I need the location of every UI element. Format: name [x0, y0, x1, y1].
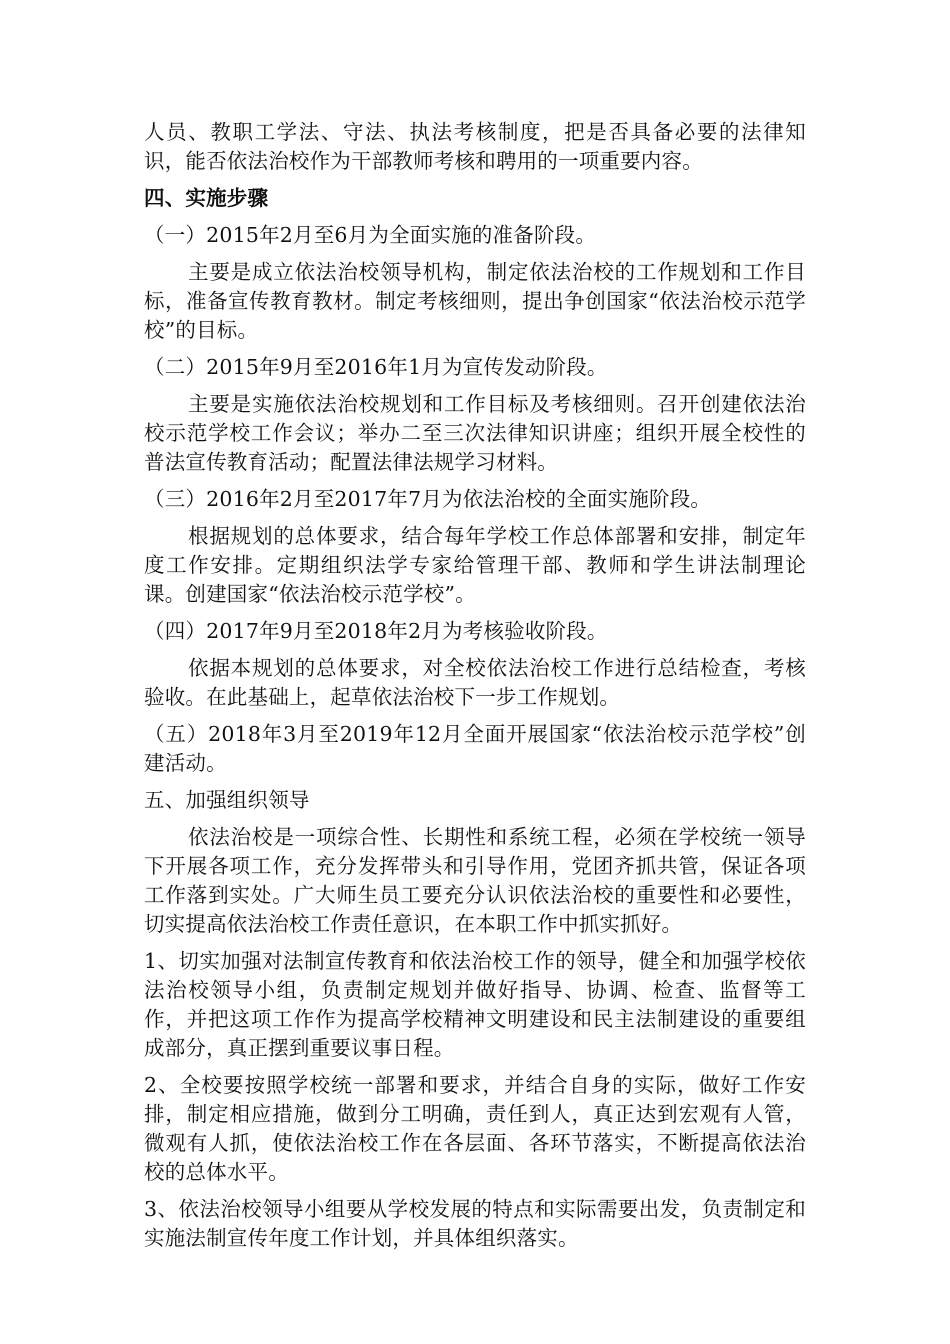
- list-item-3: 3、依法治校领导小组要从学校发展的特点和实际需要出发，负责制定和实施法制宣传年度工作计划，并具体组织落实。: [144, 1197, 806, 1250]
- step-2-title: （二）2015年9月至2016年1月为宣传发动阶段。: [144, 355, 608, 379]
- step-4-body: 依据本规划的总体要求，对全校依法治校工作进行总结检查，考核验收。在此基础上，起草依法治校下一步工作规划。: [144, 656, 806, 709]
- step-1-body: 主要是成立依法治校领导机构，制定依法治校的工作规划和工作目标，准备宣传教育教材。制定考核细则，提出争创国家“依法治校示范学校”的目标。: [144, 260, 806, 342]
- step-2-body: 主要是实施依法治校规划和工作目标及考核细则。召开创建依法治校示范学校工作会议；举办二至三次法律知识讲座；组织开展全校性的普法宣传教育活动；配置法律法规学习材料。: [144, 392, 806, 474]
- section-4-heading: 四、实施步骤: [144, 186, 269, 210]
- continued-paragraph: 人员、教职工学法、守法、执法考核制度，把是否具备必要的法律知识，能否依法治校作为干部教师考核和聘用的一项重要内容。: [144, 120, 806, 173]
- list-item-1: 1、切实加强对法制宣传教育和依法治校工作的领导，健全和加强学校依法治校领导小组，负责制定规划并做好指导、协调、检查、监督等工作，并把这项工作作为提高学校精神文明建设和民主法制建设的重要组成部分，真正摆到重要议事日程。: [144, 949, 806, 1060]
- step-1-title: （一）2015年2月至6月为全面实施的准备阶段。: [144, 223, 597, 247]
- section-5-heading: 五、加强组织领导: [144, 788, 310, 812]
- document-body: [144, 118, 806, 1261]
- step-3-title: （三）2016年2月至2017年7月为依法治校的全面实施阶段。: [144, 487, 712, 511]
- section-5-body: 依法治校是一项综合性、长期性和系统工程，必须在学校统一领导下开展各项工作，充分发挥带头和引导作用，党团齐抓共管，保证各项工作落到实处。广大师生员工要充分认识依法治校的重要性和必要性，切实提高依法治校工作责任意识，在本职工作中抓实抓好。: [144, 825, 806, 936]
- step-3-body: 根据规划的总体要求，结合每年学校工作总体部署和安排，制定年度工作安排。定期组织法学专家给管理干部、教师和学生讲法制理论课。创建国家“依法治校示范学校”。: [144, 524, 806, 606]
- list-item-2: 2、全校要按照学校统一部署和要求，并结合自身的实际，做好工作安排，制定相应措施，做到分工明确，责任到人，真正达到宏观有人管，微观有人抓，使依法治校工作在各层面、各环节落实，不断提高依法治校的总体水平。: [144, 1073, 806, 1184]
- step-5-title: （五）2018年3月至2019年12月全面开展国家“依法治校示范学校”创建活动。: [144, 722, 806, 775]
- step-4-title: （四）2017年9月至2018年2月为考核验收阶段。: [144, 619, 608, 643]
